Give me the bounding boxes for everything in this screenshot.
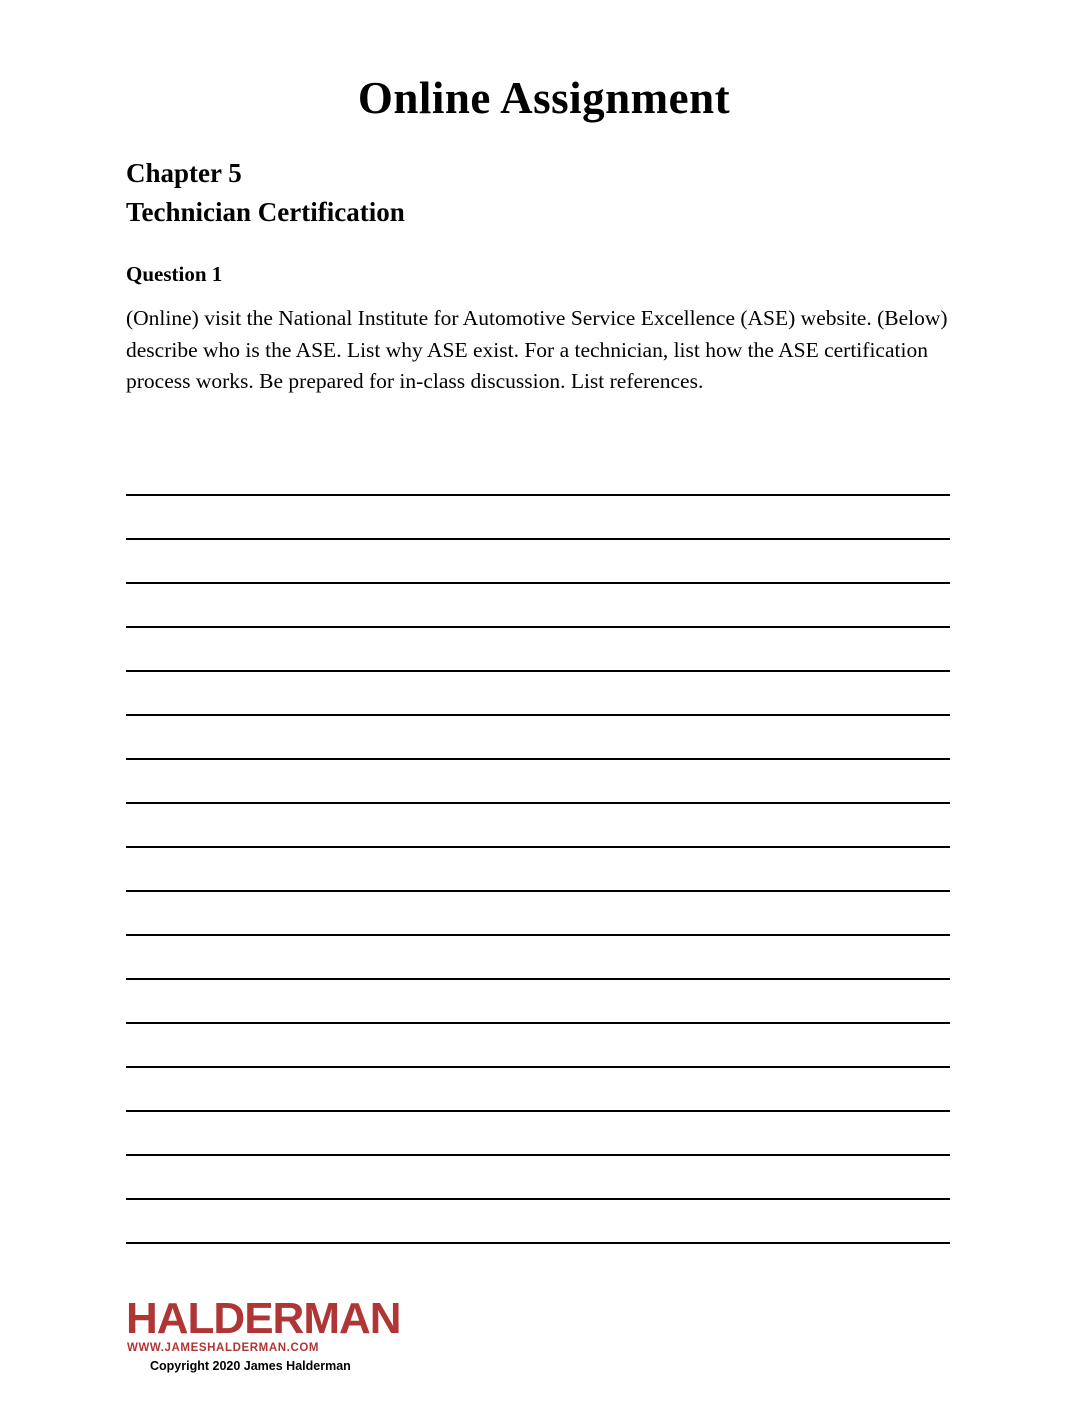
halderman-logo: HALDERMAN	[126, 1294, 401, 1343]
answer-line[interactable]	[126, 672, 950, 716]
answer-line[interactable]	[126, 936, 950, 980]
answer-line[interactable]	[126, 1024, 950, 1068]
chapter-number: Chapter 5	[126, 158, 242, 188]
answer-line[interactable]	[126, 1200, 950, 1244]
answer-line[interactable]	[126, 1112, 950, 1156]
answer-line[interactable]	[126, 804, 950, 848]
answer-line[interactable]	[126, 760, 950, 804]
answer-line[interactable]	[126, 628, 950, 672]
question-label: Question 1	[126, 262, 223, 287]
answer-line[interactable]	[126, 1156, 950, 1200]
answer-line[interactable]	[126, 716, 950, 760]
page-title: Online Assignment	[357, 73, 731, 123]
copyright-notice: Copyright 2020 James Halderman	[150, 1358, 351, 1373]
answer-line[interactable]	[126, 540, 950, 584]
answer-line[interactable]	[126, 584, 950, 628]
answer-line[interactable]	[126, 980, 950, 1024]
answer-line[interactable]	[126, 892, 950, 936]
answer-line[interactable]	[126, 496, 950, 540]
footer	[126, 1294, 626, 1373]
answer-line[interactable]	[126, 452, 950, 496]
answer-line[interactable]	[126, 848, 950, 892]
answer-line[interactable]	[126, 1068, 950, 1112]
chapter-heading	[126, 154, 1088, 232]
question-text: (Online) visit the National Institute for Automotive Service Excellence (ASE) website. (Below) describe who is the ASE. List why ASE exist. For a technician, list how the ASE certification process works. Be prepared for in-class discussion. List references.	[126, 306, 948, 394]
answer-lines	[126, 452, 950, 1244]
brand-website-url: WWW.JAMESHALDERMAN.COM	[127, 1342, 320, 1354]
chapter-title: Technician Certification	[126, 197, 405, 228]
